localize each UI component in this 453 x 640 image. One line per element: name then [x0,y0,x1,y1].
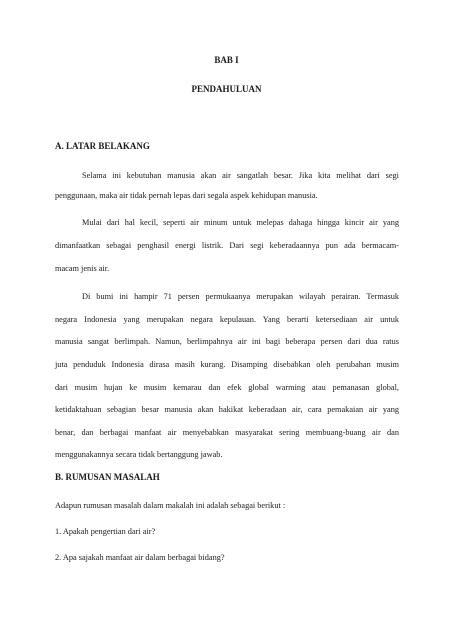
list-item: 2. Apa sajakah manfaat air dalam berbagai bidang? [55,553,225,562]
paragraph-line: menggunakannya secara tidak bertanggung jawab. [55,450,223,459]
paragraph-line: ketidaktahuan sebagian besar manusia akan hakikat keberadaan air, cara pemakaian air yang [55,405,399,414]
paragraph-line: penggunaan, maka air tidak pernah lepas dari segala aspek kehidupan manusia. [55,191,318,200]
paragraph-line: manusia sangat berlimpah. Namun, berlimpahnya air ini bagi beberapa persen dari dua ratus [55,337,399,346]
paragraph-line: juta penduduk Indonesia dirasa masih kurang. Disamping disebabkan oleh perubahan musim [55,360,399,369]
section-b-heading: B. RUMUSAN MASALAH [55,472,160,482]
paragraph-line: benar, dan berbagai manfaat air menyebabkan masyarakat sering membuang-buang air dan [55,428,399,437]
paragraph-line: Di bumi ini hampir 71 persen permukaanya merupakan wilayah perairan. Termasuk [82,292,399,301]
list-item: 1. Apakah pengertian dari air? [55,527,156,536]
paragraph-line: negara Indonesia yang merupakan negara kepulauan. Yang berarti ketersediaan air untuk [55,315,399,324]
paragraph-line: dimanfaatkan sebagai penghasil energi listrik. Dari segi keberadaannya pun ada bermacam- [55,241,399,250]
section-a-heading: A. LATAR BELAKANG [55,141,150,151]
chapter-title: PENDAHULUAN [191,84,262,94]
paragraph-line: macam jenis air. [55,264,110,273]
paragraph-line: Selama ini kebutuhan manusia akan air sangatlah besar. Jika kita melihat dari segi [82,171,399,180]
rumusan-intro: Adapun rumusan masalah dalam makalah ini adalah sebagai berikut : [55,501,286,510]
bab-label: BAB I [214,55,239,65]
paragraph-line: dari musim hujan ke musim kemarau dan efek global warming atau pemanasan global, [55,383,399,392]
paragraph-line: Mulai dari hal kecil, seperti air minum untuk melepas dahaga hingga kincir air yang [82,218,399,227]
